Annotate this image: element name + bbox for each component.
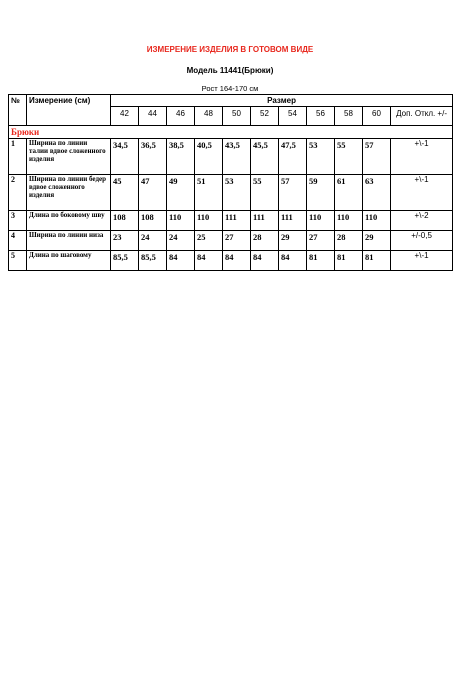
measurement-value: 27 bbox=[307, 231, 335, 251]
height-label: Рост 164-170 см bbox=[201, 84, 259, 93]
measurement-value: 34,5 bbox=[111, 139, 139, 175]
measurement-value: 53 bbox=[223, 175, 251, 211]
measurement-value: 57 bbox=[279, 175, 307, 211]
document-title: ИЗМЕРЕНИЕ ИЗДЕЛИЯ В ГОТОВОМ ВИДЕ bbox=[146, 45, 314, 54]
measurement-value: 110 bbox=[363, 211, 391, 231]
column-header-measurement: Измерение (см) bbox=[27, 95, 111, 126]
measurement-value: 111 bbox=[251, 211, 279, 231]
measurement-value: 85,5 bbox=[139, 251, 167, 271]
measurement-value: 55 bbox=[251, 175, 279, 211]
row-number: 4 bbox=[9, 231, 27, 251]
size-header-cell: 42 bbox=[111, 107, 139, 126]
measurement-value: 84 bbox=[223, 251, 251, 271]
measurement-value: 47,5 bbox=[279, 139, 307, 175]
size-header-cell: 48 bbox=[195, 107, 223, 126]
column-header-size: Размер bbox=[111, 95, 453, 107]
column-header-tolerance: Доп. Откл. +/- bbox=[391, 107, 453, 126]
table-row bbox=[9, 139, 453, 175]
measurement-value: 29 bbox=[279, 231, 307, 251]
measurement-value: 61 bbox=[335, 175, 363, 211]
measurement-name: Длина по шаговому bbox=[27, 251, 111, 271]
header-row bbox=[9, 95, 453, 107]
measurement-value: 27 bbox=[223, 231, 251, 251]
measurement-value: 25 bbox=[195, 231, 223, 251]
size-table bbox=[8, 94, 453, 271]
measurement-value: 28 bbox=[335, 231, 363, 251]
measurement-value: 49 bbox=[167, 175, 195, 211]
size-header-cell: 58 bbox=[335, 107, 363, 126]
measurement-value: 111 bbox=[223, 211, 251, 231]
measurement-name: Ширина по линии бедер вдвое сложенного изделия bbox=[27, 175, 111, 211]
measurement-value: 110 bbox=[167, 211, 195, 231]
measurement-value: 24 bbox=[139, 231, 167, 251]
measurement-value: 108 bbox=[111, 211, 139, 231]
table-row bbox=[9, 175, 453, 211]
measurement-value: 59 bbox=[307, 175, 335, 211]
row-number: 5 bbox=[9, 251, 27, 271]
measurement-value: 51 bbox=[195, 175, 223, 211]
measurement-value: 28 bbox=[251, 231, 279, 251]
measurement-value: 110 bbox=[335, 211, 363, 231]
column-header-number: № bbox=[9, 95, 27, 126]
tolerance-value: +\-1 bbox=[391, 251, 453, 271]
table-row bbox=[9, 251, 453, 271]
size-header-cell: 44 bbox=[139, 107, 167, 126]
measurement-value: 84 bbox=[279, 251, 307, 271]
size-header-cell: 56 bbox=[307, 107, 335, 126]
measurement-value: 23 bbox=[111, 231, 139, 251]
measurement-value: 57 bbox=[363, 139, 391, 175]
measurement-value: 43,5 bbox=[223, 139, 251, 175]
row-number: 3 bbox=[9, 211, 27, 231]
measurement-value: 84 bbox=[167, 251, 195, 271]
size-header-cell: 54 bbox=[279, 107, 307, 126]
measurement-value: 81 bbox=[335, 251, 363, 271]
measurement-value: 108 bbox=[139, 211, 167, 231]
measurement-value: 53 bbox=[307, 139, 335, 175]
measurement-value: 84 bbox=[251, 251, 279, 271]
measurement-value: 111 bbox=[279, 211, 307, 231]
measurement-value: 81 bbox=[363, 251, 391, 271]
measurement-name: Ширина по линии талии вдвое сложенного изделия bbox=[27, 139, 111, 175]
measurement-value: 38,5 bbox=[167, 139, 195, 175]
row-number: 2 bbox=[9, 175, 27, 211]
measurement-value: 36,5 bbox=[139, 139, 167, 175]
measurement-value: 63 bbox=[363, 175, 391, 211]
measurement-value: 84 bbox=[195, 251, 223, 271]
tolerance-value: +\-1 bbox=[391, 139, 453, 175]
table-row bbox=[9, 211, 453, 231]
measurement-value: 45 bbox=[111, 175, 139, 211]
measurement-value: 81 bbox=[307, 251, 335, 271]
section-label: Брюки bbox=[9, 126, 453, 139]
section-row bbox=[9, 126, 453, 139]
measurement-value: 110 bbox=[307, 211, 335, 231]
table-row bbox=[9, 231, 453, 251]
size-header-cell: 46 bbox=[167, 107, 195, 126]
measurement-value: 47 bbox=[139, 175, 167, 211]
measurement-name: Ширина по линии низа bbox=[27, 231, 111, 251]
measurement-value: 29 bbox=[363, 231, 391, 251]
tolerance-value: +\-1 bbox=[391, 175, 453, 211]
size-header-cell: 50 bbox=[223, 107, 251, 126]
measurement-value: 55 bbox=[335, 139, 363, 175]
size-header-cell: 60 bbox=[363, 107, 391, 126]
tolerance-value: +/-0,5 bbox=[391, 231, 453, 251]
model-label: Модель 11441(Брюки) bbox=[186, 66, 274, 75]
measurement-value: 40,5 bbox=[195, 139, 223, 175]
measurement-value: 24 bbox=[167, 231, 195, 251]
measurement-value: 85,5 bbox=[111, 251, 139, 271]
tolerance-value: +\-2 bbox=[391, 211, 453, 231]
size-header-cell: 52 bbox=[251, 107, 279, 126]
measurement-value: 110 bbox=[195, 211, 223, 231]
row-number: 1 bbox=[9, 139, 27, 175]
measurement-name: Длина по боковому шву bbox=[27, 211, 111, 231]
measurement-value: 45,5 bbox=[251, 139, 279, 175]
